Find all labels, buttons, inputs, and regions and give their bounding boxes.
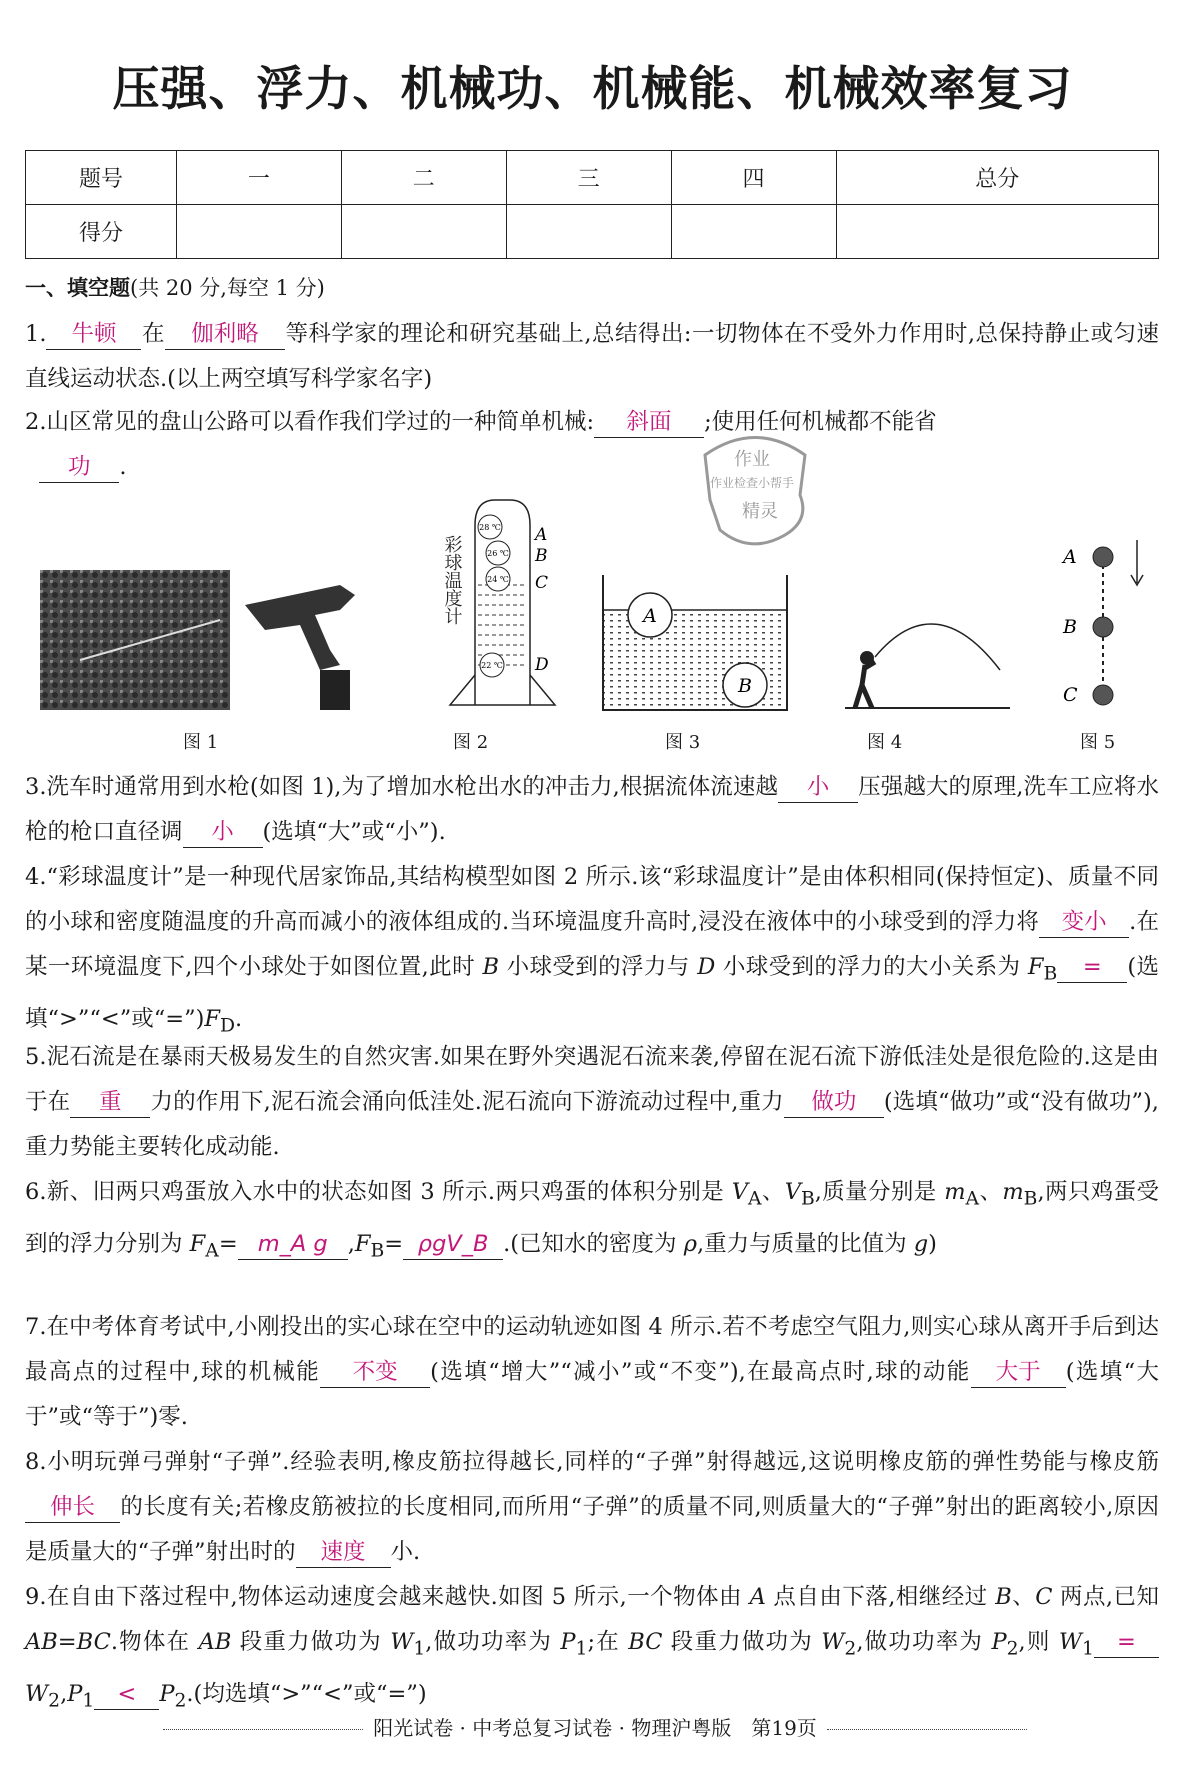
score-table	[25, 150, 1159, 259]
answer-blank[interactable]: 牛顿	[46, 319, 141, 350]
letter-label: C	[1063, 684, 1078, 706]
question-6: 6.新、旧两只鸡蛋放入水中的状态如图 3 所示.两只鸡蛋的体积分别是 $V_A$、$V_B$,质量分别是 $m_A$、$m_B$,两只鸡蛋受到的浮力分别为 $F_A=$ m_A g $,F_B=$ ρgV_B .(已知水的密度为 ρ,重力与质量的比值为 g)	[25, 1179, 1159, 1261]
row-label: 得分	[26, 205, 177, 259]
fig2-label: 彩球温度计	[441, 535, 463, 625]
page-footer	[60, 1712, 1130, 1741]
question-8: 8.小明玩弹弓弹射“子弹”.经验表明,橡皮筋拉得越长,同样的“子弹”射得越远,这说明橡皮筋的弹性势能与橡皮筋伸长 的长度有关;若橡皮筋被拉的长度相同,而所用“子弹”的质量不同,则质量大的“子弹”射出的距离较小,原因是质量大的“子弹”射出时的 速度 小.	[25, 1440, 1159, 1575]
figure-caption: 图 2	[453, 732, 489, 753]
header-cell: 题号	[26, 151, 177, 205]
letter-label: D	[535, 655, 549, 675]
stamp-watermark	[690, 425, 820, 550]
question-1: 1. 牛顿 在 伽利略 等科学家的理论和研究基础上,总结得出:一切物体在不受外力作用时,总保持静止或匀速直线运动状态.(以上两空填写科学家名字)	[25, 321, 1159, 392]
header-cell: 四	[671, 151, 836, 205]
answer-blank[interactable]: =	[1094, 1627, 1159, 1658]
footer-divider	[827, 1729, 1027, 1730]
figure-1-water-gun	[40, 570, 390, 710]
section-header	[25, 272, 325, 302]
score-cell[interactable]	[341, 205, 506, 259]
answer-blank[interactable]: ρgV_B	[403, 1229, 503, 1260]
stamp-text-bottom: 精灵	[742, 501, 778, 522]
answer-blank[interactable]: 速度	[296, 1537, 391, 1568]
answer-blank[interactable]: 功	[39, 452, 119, 483]
figure-caption: 图 5	[1080, 732, 1116, 753]
answer-blank[interactable]: 小	[183, 817, 263, 848]
header-cell: 三	[506, 151, 671, 205]
temp-label: 28 ℃	[479, 523, 501, 532]
answer-blank[interactable]: 不变	[320, 1357, 430, 1388]
answer-blank[interactable]: m_A g	[238, 1229, 348, 1260]
letter-label: A	[643, 605, 657, 627]
page-title: 压强、浮力、机械功、机械能、机械效率复习	[112, 62, 1073, 117]
stamp-text-top: 作业	[734, 449, 770, 470]
figure-2-ball-thermometer	[430, 495, 565, 710]
figure-caption: 图 1	[183, 732, 219, 753]
question-7: 7.在中考体育考试中,小刚投出的实心球在空中的运动轨迹如图 4 所示.若不考虑空气阻力,则实心球从离开手后到达最高点的过程中,球的机械能 不变 (选填“增大”“减小”或“不变”),在最高点时,球的动能 大于 (选填“大于”或“等于”)零.	[25, 1314, 1160, 1430]
answer-blank[interactable]: <	[94, 1679, 159, 1710]
answer-blank[interactable]: 小	[778, 772, 858, 803]
score-cell[interactable]	[671, 205, 836, 259]
question-3: 3.洗车时通常用到水枪(如图 1),为了增加水枪出水的冲击力,根据流体流速越 小 压强越大的原理,洗车工应将水枪的枪口直径调 小 (选填“大”或“小”).	[25, 765, 1159, 855]
figure-caption: 图 4	[867, 732, 903, 753]
answer-blank[interactable]: 斜面	[594, 407, 704, 438]
stamp-text-mid: 作业检查小帮手	[709, 476, 795, 490]
answer-blank[interactable]: 大于	[971, 1357, 1066, 1388]
section-note: (共 20 分,每空 1 分)	[130, 276, 325, 300]
header-cell: 一	[177, 151, 342, 205]
figure-5-free-fall	[1055, 535, 1155, 715]
score-cell[interactable]	[506, 205, 671, 259]
answer-blank[interactable]: 伽利略	[165, 319, 285, 350]
temp-label: 22 ℃	[481, 661, 503, 670]
figure-4-shot-put	[840, 600, 1015, 715]
score-cell[interactable]	[836, 205, 1159, 259]
section-title: 一、填空题	[25, 276, 130, 300]
header-cell: 二	[341, 151, 506, 205]
figure-caption: 图 3	[665, 732, 701, 753]
score-cell[interactable]	[177, 205, 342, 259]
answer-blank[interactable]: 变小	[1039, 907, 1129, 938]
letter-label: B	[535, 546, 548, 566]
answer-blank[interactable]: 做功	[784, 1087, 884, 1118]
answer-blank[interactable]: =	[1057, 952, 1127, 983]
header-cell: 总分	[836, 151, 1159, 205]
question-4: 4.“彩球温度计”是一种现代居家饰品,其结构模型如图 2 所示.该“彩球温度计”是由体积相同(保持恒定)、质量不同的小球和密度随温度的升高而减小的液体组成的.当环境温度升高时,浸没在液体中的小球受到的浮力将 变小 .在某一环境温度下,四个小球处于如图位置,此时 B 小球受到的浮力与 D 小球受到的浮力的大小关系为 $F_B$ = (选填“>”“<”或“$=”)F_D$.	[25, 864, 1159, 1036]
temp-label: 26 ℃	[487, 549, 509, 558]
question-5: 5.泥石流是在暴雨天极易发生的自然灾害.如果在野外突遇泥石流来袭,停留在泥石流下游低洼处是很危险的.这是由于在 重 力的作用下,泥石流会涌向低洼处.泥石流向下游流动过程中,重力 做功 (选填“做功”或“没有做功”),重力势能主要转化成动能.	[25, 1044, 1159, 1160]
footer-divider	[163, 1729, 363, 1730]
footer-text: 阳光试卷 · 中考总复习试卷 · 物理沪粤版 第19页	[373, 1716, 817, 1740]
letter-label: A	[535, 525, 548, 545]
letter-label: B	[1063, 616, 1077, 638]
answer-blank[interactable]: 重	[70, 1087, 150, 1118]
answer-blank[interactable]: 伸长	[25, 1492, 120, 1523]
letter-label: B	[738, 675, 752, 697]
question-2: 2.山区常见的盘山公路可以看作我们学过的一种简单机械: 斜面 ;使用任何机械都不能省 功 .	[25, 400, 1159, 490]
letter-label: A	[1063, 546, 1077, 568]
letter-label: C	[535, 573, 549, 593]
temp-label: 24 ℃	[487, 575, 509, 584]
figure-3-eggs-in-water	[600, 570, 790, 715]
question-9: 9.在自由下落过程中,物体运动速度会越来越快.如图 5 所示,一个物体由 A 点自由下落,相继经过 B、C 两点,已知 AB=BC.物体在 AB 段重力做功为 $W_1$,做功功率为 $P_1$;在 BC 段重力做功为 $W_2$,做功功率为 $P_2$,则 $W_1 =W_2,P_1 < P_2$.(均选填“>”“<”或“=”)	[25, 1584, 1159, 1711]
